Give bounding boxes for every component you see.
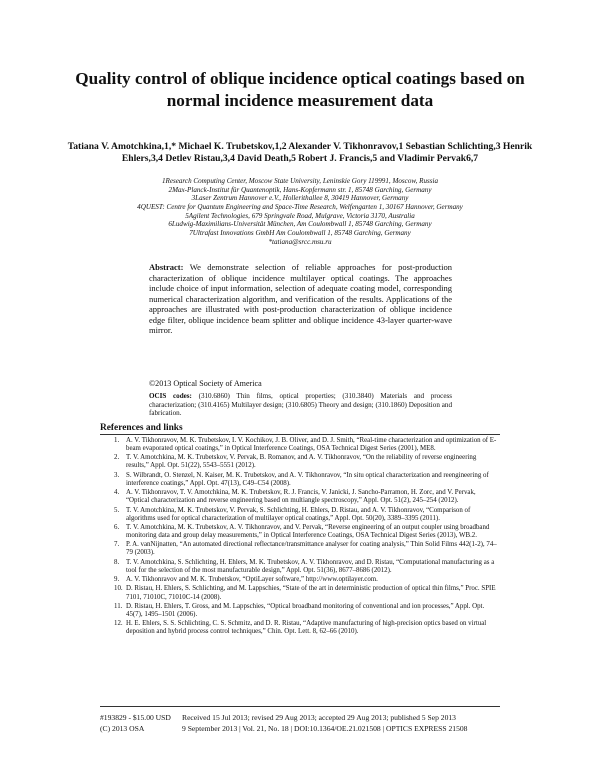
affiliations <box>40 177 560 246</box>
article-price: #193829 - $15.00 USD <box>100 713 171 722</box>
reference-text: P. A. vanNijnatten, “An automated directional reflectance/transmittance analyser for coating analysis,” Thin Solid Films 442(1-2), 74–79 (2003). <box>126 541 497 557</box>
reference-text: T. V. Amotchkina, S. Schlichting, H. Ehlers, M. K. Trubetskov, A. V. Tikhonravov, and D. Ristau, “Computational manufacturing as a tool for the selection of the most manufacturable design,” Appl. Opt. 51(36), 8677–8686 (2012). <box>126 558 495 574</box>
journal-citation: 9 September 2013 | Vol. 21, No. 18 | DOI:10.1364/OE.21.021508 | OPTICS EXPRESS 21508 <box>182 724 468 733</box>
footer-row <box>100 712 500 723</box>
reference-number: 4. <box>114 489 120 497</box>
reference-item <box>100 524 500 540</box>
ocis-codes <box>149 392 452 418</box>
reference-item <box>100 585 500 601</box>
reference-text: T. V. Amotchkina, M. K. Trubetskov, V. Pervak, B. Romanov, and A. V. Tikhonravov, “On the reliability of reverse engineering results,” Appl. Opt. 51(22), 5543–5551 (2012). <box>126 454 477 470</box>
reference-item <box>100 454 500 470</box>
reference-item <box>100 559 500 575</box>
reference-item <box>100 437 500 453</box>
reference-item <box>100 489 500 505</box>
footer-row <box>100 723 500 734</box>
contact-email: *tatiana@srcc.msu.ru <box>268 237 332 246</box>
author-list: Tatiana V. Amotchkina,1,* Michael K. Trubetskov,1,2 Alexander V. Tikhonravov,1 Sebastian Schlichting,3 Henrik Ehlers,3,4 Detlev Ristau,3,4 David Death,5 Robert J. Francis,5 and Vladimir Pervak6,7 <box>67 141 533 164</box>
abstract-label: Abstract: <box>149 262 184 272</box>
reference-item <box>100 576 500 584</box>
reference-number: 6. <box>114 523 120 531</box>
references-heading: References and links <box>100 423 183 433</box>
affiliation-line: 2Max-Planck-Institut für Quantenoptik, Hans-Kopfermann str. 1, 85748 Garching, Germany <box>168 185 432 194</box>
affiliation-line: 1Research Computing Center, Moscow State University, Leninskie Gory 119991, Moscow, Russia <box>161 177 439 185</box>
affiliation-line: 3Laser Zentrum Hannover e.V., Hollerithallee 8, 30419 Hannover, Germany <box>191 194 409 203</box>
reference-number: 1. <box>114 437 120 444</box>
reference-number: 7. <box>114 541 120 549</box>
ocis-label: OCIS codes: <box>149 392 192 400</box>
affiliation-line: 7Ultrafast Innovations GmbH Am Coulombwall 1, 85748 Garching, Germany <box>189 228 411 237</box>
footer-rule <box>100 706 500 707</box>
publication-history: Received 15 Jul 2013; revised 29 Aug 2013; accepted 29 Aug 2013; published 5 Sep 2013 <box>182 713 456 722</box>
reference-text: A. V. Tikhonravov, M. K. Trubetskov, I. V. Kochikov, J. B. Oliver, and D. J. Smith, “Real-time characterization and optimization of E-beam evaporated optical coatings,” in Optical Interference Coatings, OSA Technical Digest Series (2001), ME8. <box>126 437 497 453</box>
affiliation-line: 4QUEST: Centre for Quantum Engineering and Space-Time Research, Welfengarten 1, 30167 Hannover, Germany <box>137 202 463 211</box>
reference-number: 10. <box>114 585 123 593</box>
reference-item <box>100 620 500 636</box>
reference-text: A. V. Tikhonravov and M. K. Trubetskov, “OptiLayer software,” http://www.optilayer.com. <box>126 576 378 584</box>
paper-title: Quality control of oblique incidence optical coatings based on normal incidence measurement data <box>75 69 525 110</box>
affiliation-line: 6Ludwig-Maximilians-Universität München, Am Coulombwall 1, 85748 Garching, Germany <box>168 220 432 229</box>
reference-item <box>100 507 500 523</box>
reference-item <box>100 472 500 488</box>
reference-text: T. V. Amotchkina, M. K. Trubetskov, V. Pervak, S. Schlichting, H. Ehlers, D. Ristau, and A. V. Tikhonravov, “Comparison of algorithms used for optical characterization of multilayer optical coatings,” Appl. Opt. 50(20), 3389–3395 (2011). <box>126 506 471 522</box>
journal-footer <box>100 712 500 734</box>
reference-number: 11. <box>114 602 123 610</box>
reference-text: T. V. Amotchkina, M. K. Trubetskov, A. V. Tikhonravov, and V. Pervak, “Reverse engineering of an output coupler using broadband monitoring data and group delay measurements,” in Optical Interference Coatings, OSA Technical Digest Series (2013), WB.2. <box>126 523 490 539</box>
reference-number: 2. <box>114 454 120 462</box>
reference-item <box>100 541 500 557</box>
references-rule-top <box>100 434 500 435</box>
reference-text: S. Wilbrandt, O. Stenzel, N. Kaiser, M. K. Trubetskov, and A. V. Tikhonravov, “In situ optical characterization and reengineering of interference coatings,” Appl. Opt. 47(13), C49–C54 (2008). <box>126 471 489 487</box>
abstract <box>149 262 452 336</box>
copyright-notice: ©2013 Optical Society of America <box>149 379 262 388</box>
reference-list <box>100 437 500 638</box>
copyright-osa: (C) 2013 OSA <box>100 724 145 733</box>
reference-number: 5. <box>114 506 120 514</box>
abstract-text: We demonstrate selection of reliable approaches for post-production characterization of oblique incidence multilayer optical coatings. The approaches include choice of input information, selection of adequate coating model, corresponding numerical characterization algorithm, and verification of the results. Applications of the approaches are illustrated with post-production characterization of oblique incidence edge filter, oblique incidence beam splitter and oblique incidence 43-layer quarter-wave mirror. <box>149 262 452 335</box>
affiliation-line: 5Agilent Technologies, 679 Springvale Road, Mulgrave, Victoria 3170, Australia <box>185 211 415 220</box>
reference-number: 12. <box>114 620 123 628</box>
reference-number: 8. <box>114 558 120 566</box>
ocis-text: (310.6860) Thin films, optical properties; (310.3840) Materials and process characterization; (310.4165) Multilayer design; (310.6805) Theory and design; (310.1860) Deposition and fabrication. <box>149 392 452 418</box>
reference-text: D. Ristau, H. Ehlers, S. Schlichting, and M. Lappschies, “State of the art in deterministic production of optical thin films,” Proc. SPIE 7101, 71010C, 71010C-14 (2008). <box>126 585 496 601</box>
reference-text: D. Ristau, H. Ehlers, T. Gross, and M. Lappschies, “Optical broadband monitoring of conventional and ion processes,” Appl. Opt. 45(7), 1495–1501 (2006). <box>126 602 485 618</box>
reference-text: A. V. Tikhonravov, T. V. Amotchkina, M. K. Trubetskov, R. J. Francis, V. Janicki, J. Sancho-Parramon, H. Zorc, and V. Pervak, “Optical characterization and reverse engineering based on multiangle spectroscopy,” Appl. Opt. 51(2), 245–254 (2012). <box>126 489 476 505</box>
reference-item <box>100 603 500 619</box>
reference-number: 3. <box>114 471 120 479</box>
reference-text: H. E. Ehlers, S. S. Schlichting, C. S. Schmitz, and D. R. Ristau, “Adaptive manufacturing of high-precision optics based on virtual deposition and hybrid process control techniques,” Chin. Opt. Lett. 8, 62–66 (2010). <box>126 620 487 636</box>
reference-number: 9. <box>114 576 120 584</box>
